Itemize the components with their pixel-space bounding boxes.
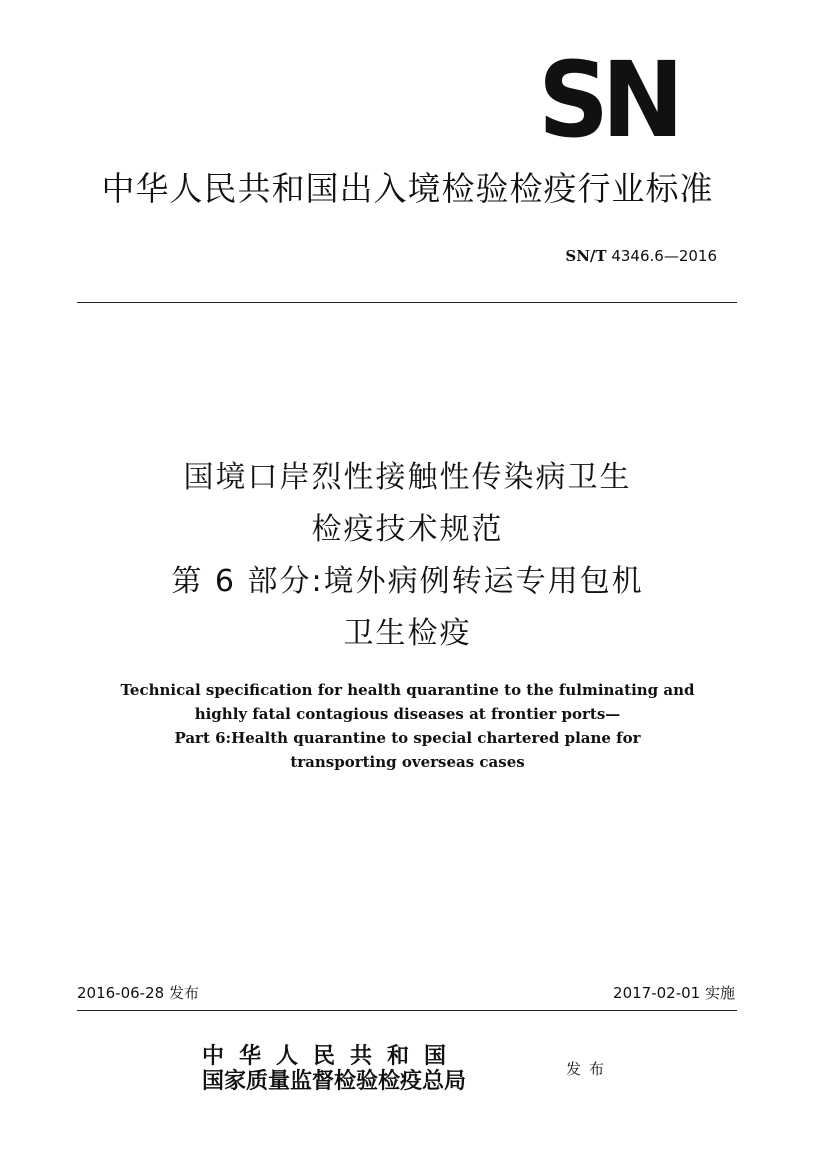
issuing-authority: [202, 1044, 466, 1094]
english-title: [0, 678, 815, 774]
sn-logo: SN: [538, 39, 677, 161]
english-title-line-1: Technical specification for health quarantine to the fulminating and: [120, 681, 695, 699]
publish-label: 发布: [566, 1060, 613, 1078]
implementation-date: 2017-02-01 实施: [613, 984, 735, 1002]
chinese-title: [0, 452, 815, 660]
chinese-title-line-4: 卫生检疫: [343, 616, 472, 651]
standard-prefix: SN/T: [565, 247, 607, 265]
chinese-title-line-2: 检疫技术规范: [311, 512, 504, 547]
top-divider: [77, 302, 737, 303]
standard-code: 4346.6—2016: [606, 247, 717, 265]
issue-date: 2016-06-28 发布: [77, 984, 199, 1002]
chinese-title-line-3: 第 6 部分:境外病例转运专用包机: [171, 564, 644, 599]
english-title-line-2: highly fatal contagious diseases at frontier ports—: [194, 705, 621, 723]
chinese-title-line-1: 国境口岸烈性接触性传染病卫生: [183, 460, 632, 495]
english-title-line-4: transporting overseas cases: [290, 753, 525, 771]
bottom-divider: [77, 1010, 737, 1011]
english-title-line-3: Part 6:Health quarantine to special chartered plane for: [174, 729, 641, 747]
issuer-country: 中华人民共和国: [202, 1043, 462, 1069]
issuer-agency: 国家质量监督检验检疫总局: [202, 1068, 467, 1094]
standard-number: [565, 245, 717, 267]
industry-standard-title: 中华人民共和国出入境检验检疫行业标准: [101, 169, 714, 208]
